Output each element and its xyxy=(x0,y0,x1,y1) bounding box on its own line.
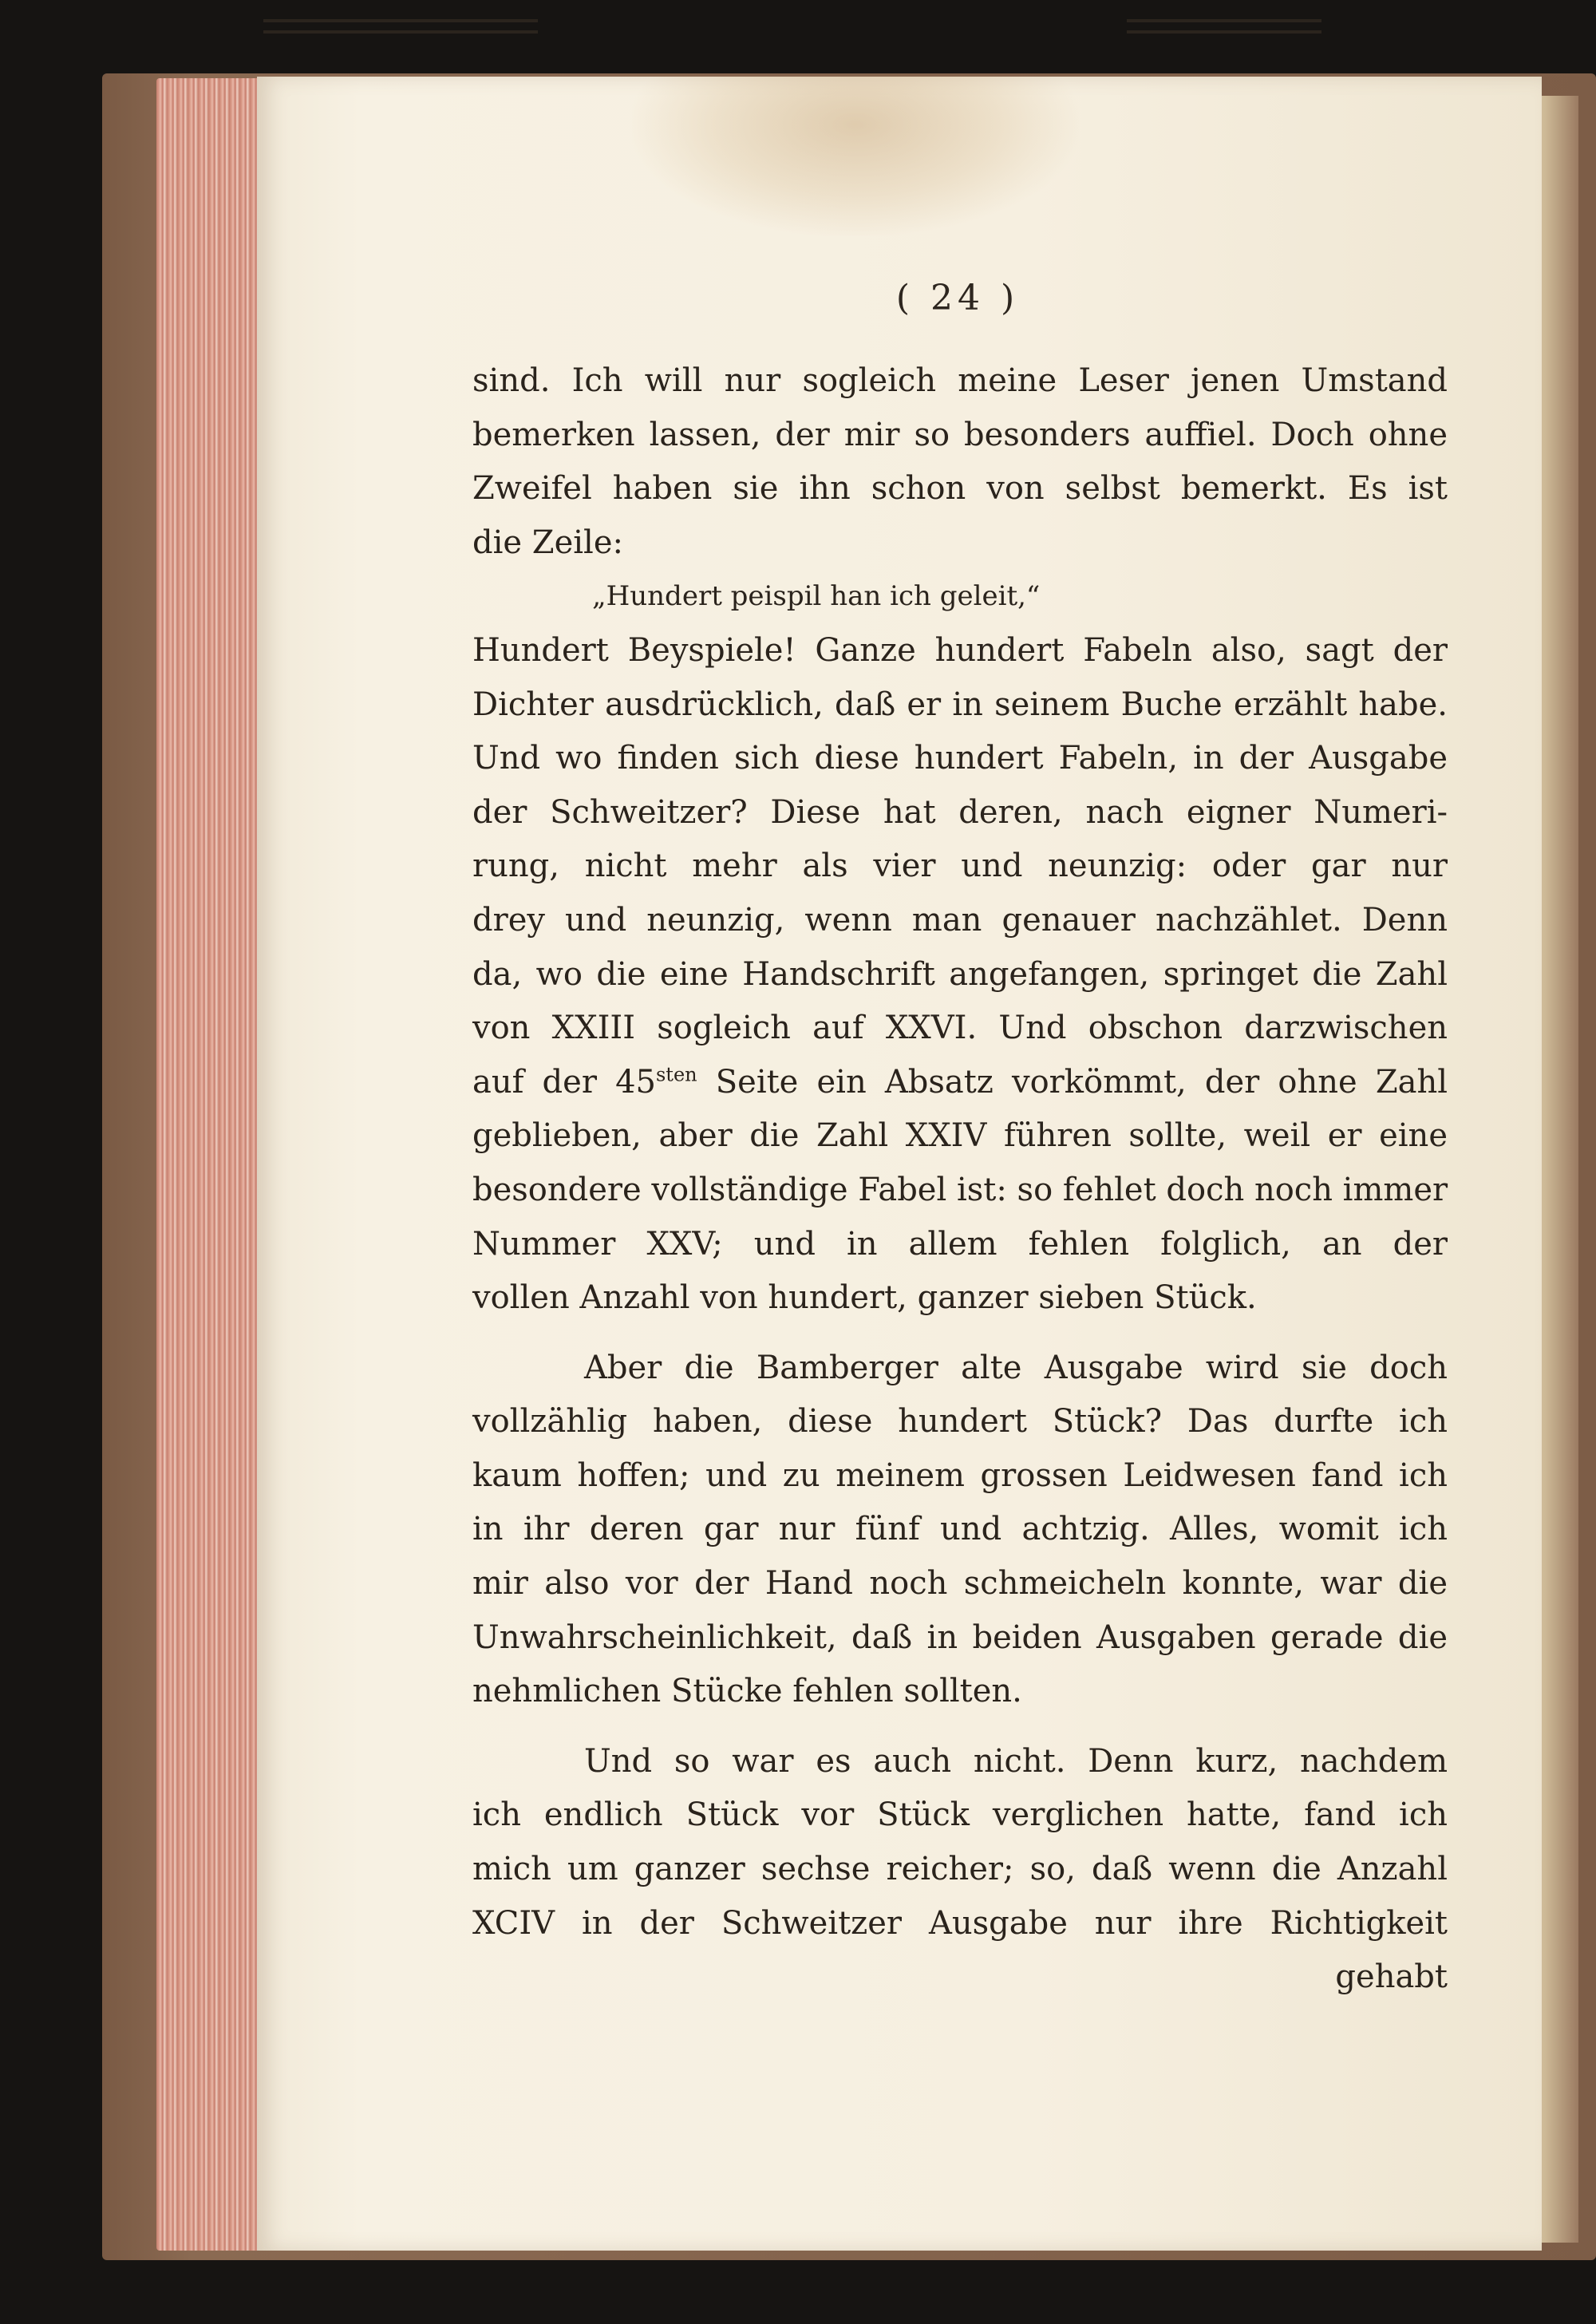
page-edges-stack xyxy=(156,78,260,2251)
text-line: mir also vor der Hand noch schmeicheln konnte, war die xyxy=(472,1565,1448,1603)
text-line: kaum hoffen; und zu meinem grossen Leidwesen fand ich xyxy=(472,1456,1448,1494)
text-line: Und so war es auch nicht. Denn kurz, nachdem xyxy=(584,1742,1448,1780)
text-line: rung, nicht mehr als vier und neunzig: oder gar nur xyxy=(472,848,1448,885)
text-line: Unwahrscheinlichkeit, daß in beiden Ausgaben gerade die xyxy=(472,1618,1448,1656)
text-line: die Zeile: xyxy=(472,524,623,561)
text-line: vollzählig haben, diese hundert Stück? Das durfte ich xyxy=(472,1403,1448,1441)
catchword: gehabt xyxy=(1335,1958,1448,1996)
text-line: Aber die Bamberger alte Ausgabe wird sie doch xyxy=(584,1349,1448,1386)
text-line: Dichter ausdrücklich, daß er in seinem Buche erzählt habe. xyxy=(472,686,1448,723)
text-line: Zweifel haben sie ihn schon von selbst bemerkt. Es ist xyxy=(472,470,1448,508)
text-block xyxy=(472,354,1448,2005)
paragraph-3 xyxy=(472,1342,1448,1719)
text-line: ich endlich Stück vor Stück verglichen hatte, fand ich xyxy=(472,1796,1448,1834)
text-line: Hundert Beyspiele! Ganze hundert Fabeln also, sagt der xyxy=(472,631,1448,669)
text-line: bemerken lassen, der mir so besonders auffiel. Doch ohne xyxy=(472,416,1448,453)
text-line-with-superscript xyxy=(472,1056,1448,1110)
running-head-rule-left xyxy=(263,19,538,34)
text-line: drey und neunzig, wenn man genauer nachzählet. Denn xyxy=(472,901,1448,939)
text-line: Und wo finden sich diese hundert Fabeln, in der Ausgabe xyxy=(472,740,1448,777)
text-line: vollen Anzahl von hundert, ganzer sieben Stück. xyxy=(472,1279,1257,1317)
quoted-verse: „Hundert peispil han ich geleit,“ xyxy=(592,580,1041,613)
paragraph-1 xyxy=(472,354,1448,570)
text-line: von XXIII sogleich auf XXVI. Und obschon darzwischen xyxy=(472,1010,1448,1047)
text-line: geblieben, aber die Zahl XXIV führen sollte, weil er eine xyxy=(472,1117,1448,1155)
text-line: XCIV in der Schweitzer Ausgabe nur ihre Richtigkeit xyxy=(472,1904,1448,1942)
water-stain xyxy=(632,77,1079,236)
text-line: Nummer XXV; und in allem fehlen folglich, an der xyxy=(472,1225,1448,1263)
text-line: besondere vollständige Fabel ist: so fehlet doch noch immer xyxy=(472,1171,1448,1208)
running-head-rule-right xyxy=(1127,19,1321,34)
paragraph-2 xyxy=(472,624,1448,1326)
text-line: der Schweitzer? Diese hat deren, nach eigner Numeri- xyxy=(472,793,1448,831)
page-number: ( 24 ) xyxy=(895,278,1020,318)
text-span: Seite ein Absatz vorkömmt, der ohne Zahl xyxy=(697,1063,1448,1101)
text-line: da, wo die eine Handschrift angefangen, springet die Zahl xyxy=(472,955,1448,993)
text-line: mich um ganzer sechse reicher; so, daß wenn die Anzahl xyxy=(472,1851,1448,1888)
text-line: in ihr deren gar nur fünf und achtzig. Alles, womit ich xyxy=(472,1511,1448,1548)
superscript: sten xyxy=(655,1063,697,1086)
text-line: nehmlichen Stücke fehlen sollten. xyxy=(472,1673,1022,1710)
text-span: auf der 45 xyxy=(472,1063,656,1101)
text-line: sind. Ich will nur sogleich meine Leser jenen Umstand xyxy=(472,362,1448,399)
paragraph-4 xyxy=(472,1735,1448,1951)
